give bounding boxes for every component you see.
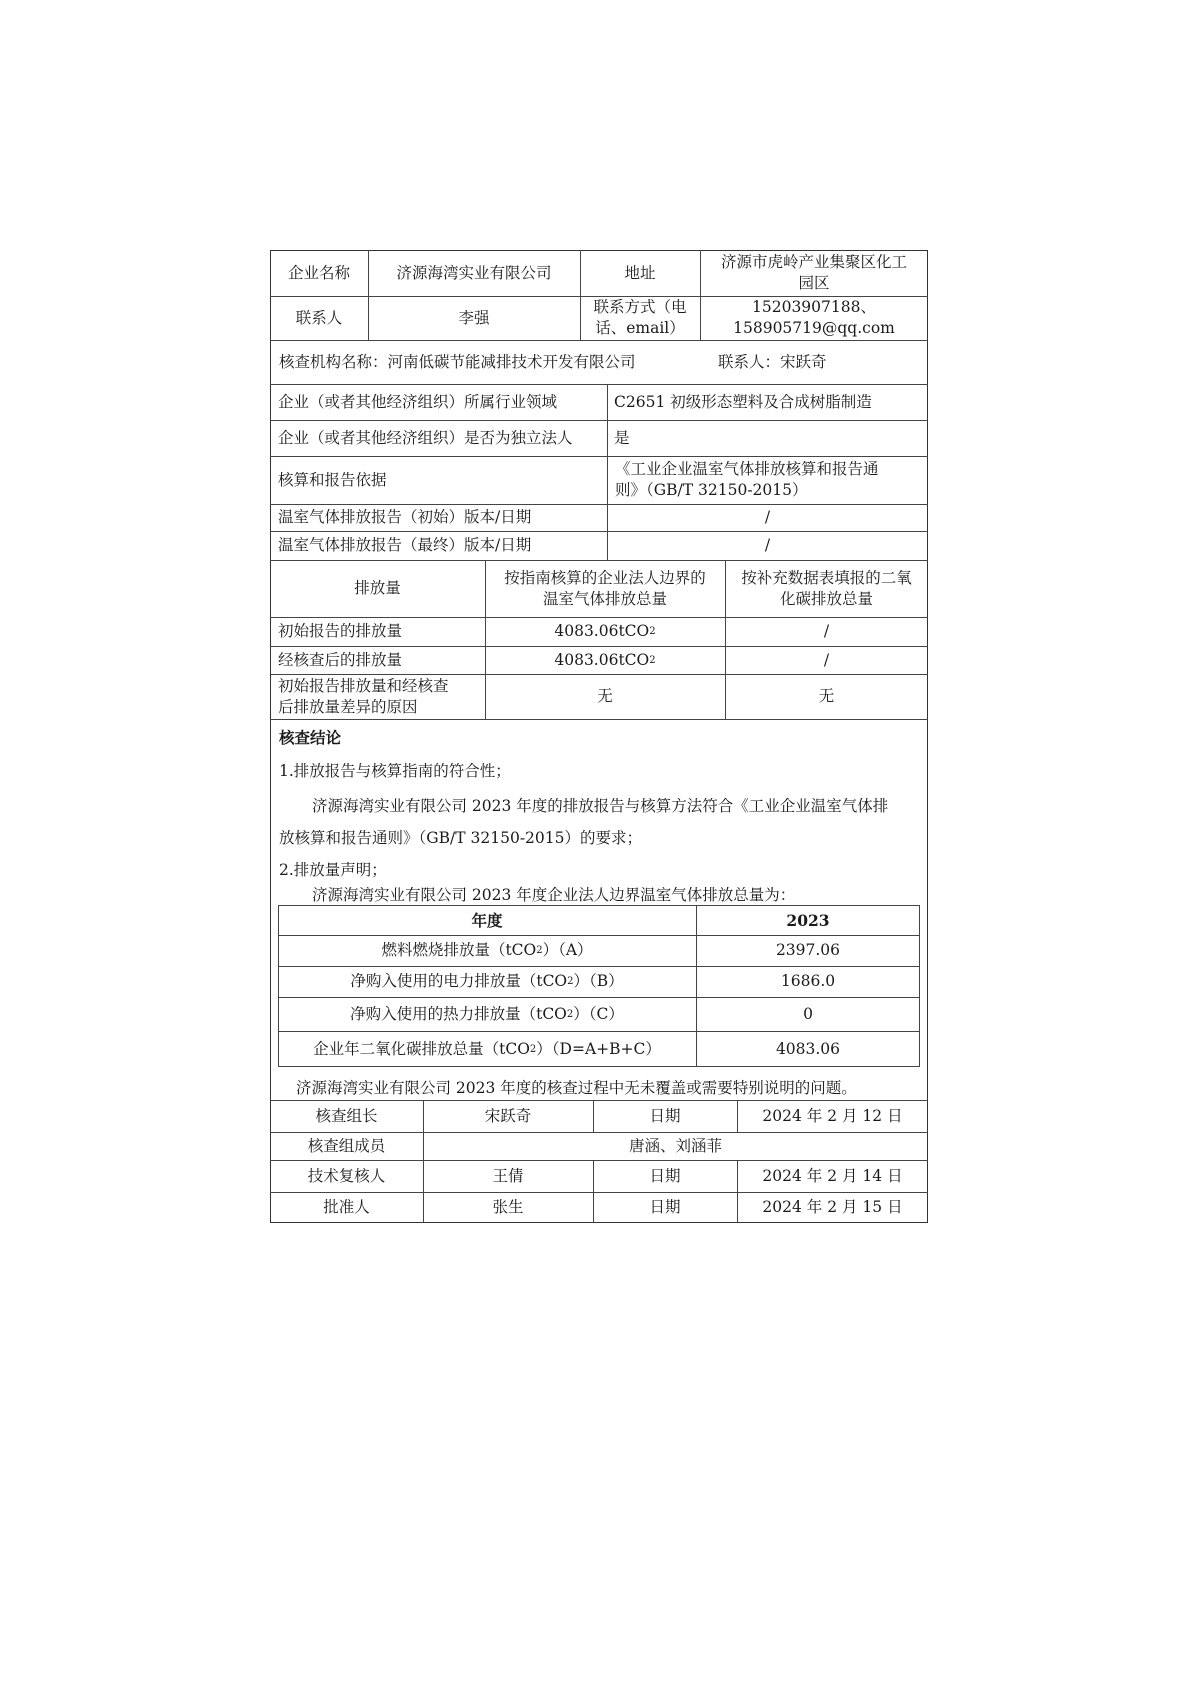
- label-text: 净购入使用的电力排放量（tCO: [350, 972, 568, 990]
- label-text: ）（D=A+B+C）: [536, 1039, 661, 1058]
- header-line: 化碳排放总量: [779, 589, 873, 608]
- email-address: 158905719@qq.com: [733, 319, 895, 337]
- difference-reason-supp: 无: [818, 687, 835, 705]
- address-value: [700, 250, 928, 296]
- emission-number: 4083.06tCO: [554, 650, 650, 669]
- difference-reason-label: [270, 674, 485, 719]
- legal-entity-value: 是: [614, 428, 630, 447]
- purchased-heat-value: 0: [803, 1004, 813, 1023]
- team-leader-date: 2024 年 2 月 12 日: [762, 1106, 903, 1125]
- emissions-header-label: 排放量: [354, 579, 401, 597]
- contact-method-label-line: 联系方式（电: [593, 298, 687, 316]
- verifier-contact: 联系人：宋跃奇: [718, 353, 827, 371]
- company-name-value: 济源海湾实业有限公司: [396, 263, 552, 282]
- basis-label: 核算和报告依据: [278, 470, 387, 489]
- basis-line: 《工业企业温室气体排放核算和报告通: [615, 460, 879, 478]
- date-label: 日期: [649, 1166, 681, 1185]
- industry-label: 企业（或者其他经济组织）所属行业领域: [278, 392, 558, 411]
- emissions-col1-header: [485, 560, 725, 617]
- subscript: 2: [567, 976, 574, 987]
- fuel-combustion-value: 2397.06: [775, 941, 841, 959]
- address-line: 园区: [798, 274, 830, 292]
- subscript: 2: [649, 654, 656, 666]
- conclusion-title: 核查结论: [279, 728, 342, 747]
- contact-method-label-line: 话、email）: [595, 319, 685, 337]
- subscript: 2: [536, 945, 543, 956]
- conclusion-item-1: 1.排放报告与核算指南的符合性；: [279, 762, 511, 780]
- row-divider: [270, 340, 928, 341]
- conclusion-paragraph: 济源海湾实业有限公司 2023 年度企业法人边界温室气体排放总量为：: [312, 886, 796, 904]
- initial-report-value: /: [764, 508, 771, 526]
- subscript: 2: [566, 1008, 574, 1020]
- phone-number: 15203907188、: [752, 298, 876, 316]
- conclusion-paragraph: 放核算和报告通则》（GB/T 32150-2015）的要求；: [279, 829, 643, 847]
- technical-reviewer-date: 2024 年 2 月 14 日: [762, 1166, 903, 1185]
- approver-date: 2024 年 2 月 15 日: [762, 1198, 903, 1216]
- row-divider: [270, 719, 928, 720]
- final-report-value: /: [764, 536, 771, 554]
- verified-emission-value: [485, 646, 725, 674]
- final-report-label: 温室气体排放报告（最终）版本/日期: [278, 536, 532, 554]
- address-line: 济源市虎岭产业集聚区化工: [720, 253, 907, 271]
- label-text: 企业年二氧化碳排放总量（tCO: [313, 1039, 530, 1058]
- year-value: 2023: [786, 910, 830, 930]
- header-line: 按补充数据表填报的二氧: [741, 568, 912, 587]
- label-text: 燃料燃烧排放量（tCO: [381, 941, 537, 959]
- date-label: 日期: [649, 1106, 681, 1125]
- total-emission-label: [278, 1031, 696, 1067]
- fuel-combustion-label: [278, 935, 696, 966]
- label-text: ）（C）: [573, 1004, 624, 1023]
- emission-number: 4083.06tCO: [554, 622, 650, 640]
- initial-emission-value: [485, 617, 725, 646]
- basis-line: 则》（GB/T 32150-2015）: [615, 481, 808, 499]
- subscript: 2: [529, 1043, 537, 1055]
- subscript: 2: [649, 626, 656, 637]
- total-emission-value: 4083.06: [775, 1039, 841, 1058]
- team-members-label: 核查组成员: [307, 1136, 386, 1155]
- conclusion-paragraph: 济源海湾实业有限公司 2023 年度的排放报告与核算方法符合《工业企业温室气体排: [312, 797, 889, 815]
- verified-emission-supp: /: [823, 650, 830, 669]
- industry-value: C2651 初级形态塑料及合成树脂制造: [614, 392, 872, 411]
- emissions-col2-header: [725, 560, 928, 617]
- contact-method-label: [580, 296, 700, 340]
- purchased-electricity-value: 1686.0: [780, 972, 836, 990]
- contact-method-value: [700, 296, 928, 340]
- company-name-label: 企业名称: [287, 263, 350, 282]
- technical-reviewer-label: 技术复核人: [307, 1166, 386, 1185]
- label-text: ）（B）: [573, 972, 624, 990]
- initial-report-label: 温室气体排放报告（初始）版本/日期: [278, 508, 532, 526]
- approver-label: 批准人: [323, 1198, 370, 1216]
- conclusion-paragraph: 济源海湾实业有限公司 2023 年度的核查过程中无未覆盖或需要特别说明的问题。: [296, 1079, 857, 1097]
- team-leader-name: 宋跃奇: [484, 1106, 532, 1125]
- conclusion-item-2: 2.排放量声明；: [279, 861, 387, 879]
- legal-entity-label: 企业（或者其他经济组织）是否为独立法人: [278, 428, 573, 447]
- purchased-electricity-label: [278, 966, 696, 997]
- address-label: 地址: [624, 263, 656, 282]
- basis-value: [607, 456, 928, 504]
- date-label: 日期: [649, 1198, 681, 1216]
- year-header: 年度: [471, 910, 503, 930]
- initial-emission-supp: /: [823, 622, 830, 640]
- approver-name: 张生: [492, 1198, 524, 1216]
- contact-label: 联系人: [295, 308, 343, 327]
- header-line: 温室气体排放总量: [542, 589, 667, 608]
- team-members-names: 唐涵、刘涵菲: [628, 1136, 722, 1155]
- difference-reason-value: 无: [597, 687, 613, 705]
- label-text: ）（A）: [542, 941, 593, 959]
- team-leader-label: 核查组长: [315, 1106, 378, 1125]
- header-line: 按指南核算的企业法人边界的: [504, 568, 706, 587]
- technical-reviewer-name: 王倩: [492, 1166, 524, 1185]
- label-line: 初始报告排放量和经核查: [278, 676, 449, 695]
- initial-emission-label: 初始报告的排放量: [278, 622, 403, 640]
- verifier-org: 核查机构名称：河南低碳节能减排技术开发有限公司: [279, 353, 636, 371]
- verified-emission-label: 经核查后的排放量: [278, 650, 403, 669]
- purchased-heat-label: [278, 997, 696, 1031]
- contact-value: 李强: [458, 308, 490, 327]
- label-text: 净购入使用的热力排放量（tCO: [350, 1004, 567, 1023]
- label-line: 后排放量差异的原因: [278, 697, 418, 716]
